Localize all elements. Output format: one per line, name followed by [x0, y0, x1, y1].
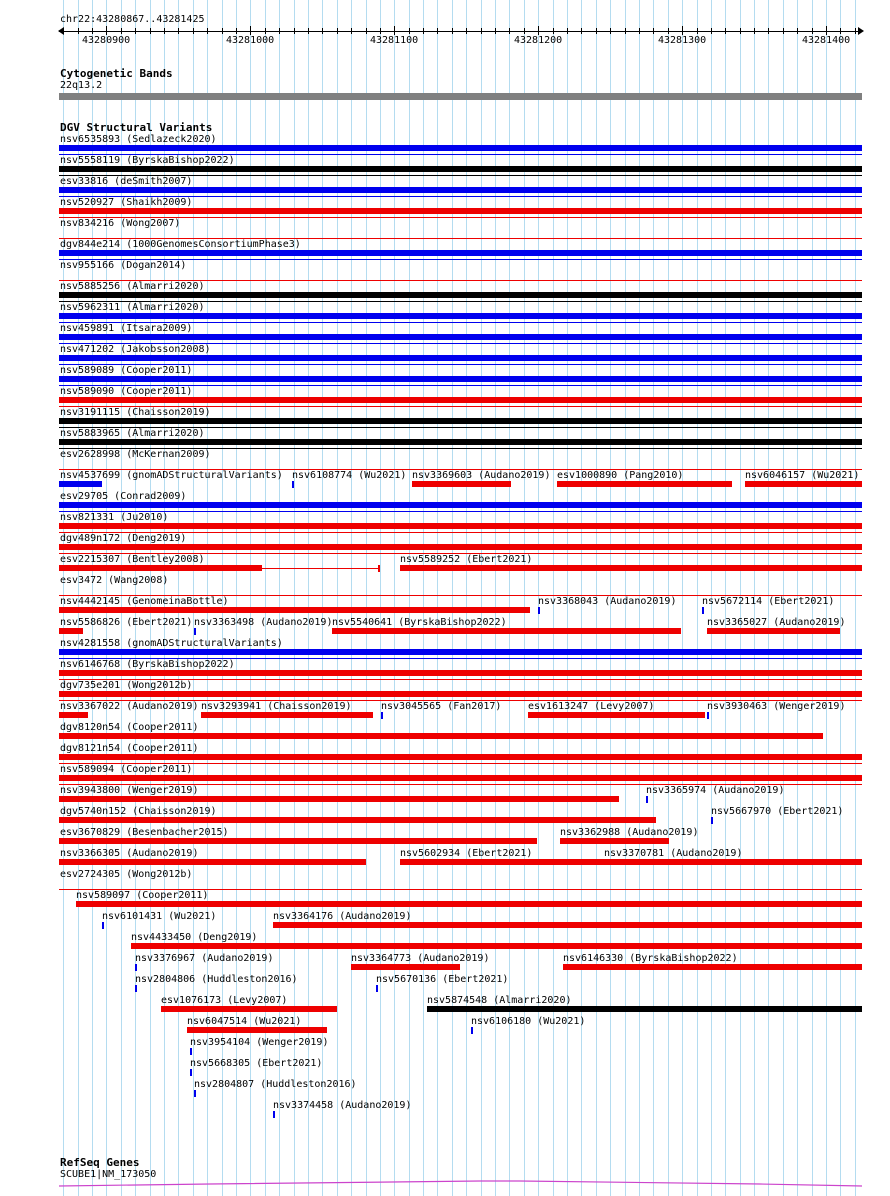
row-separator — [59, 511, 862, 512]
ruler-axis — [59, 31, 862, 32]
cytoband-track-title[interactable]: Cytogenetic Bands — [60, 67, 173, 80]
ruler-major-tick — [826, 26, 827, 35]
variant-label[interactable]: nsv5668305 (Ebert2021) — [190, 1058, 323, 1069]
variant-bar[interactable] — [59, 754, 862, 760]
variant-label[interactable]: nsv3943800 (Wenger2019) — [60, 785, 199, 796]
variant-bar[interactable] — [76, 901, 862, 907]
ruler-minor-tick — [754, 28, 755, 34]
variant-bar[interactable] — [59, 208, 862, 214]
variant-label[interactable]: esv1000890 (Pang2010) — [557, 470, 684, 481]
variant-bar[interactable] — [332, 628, 680, 634]
variant-bar[interactable] — [194, 1090, 196, 1097]
ruler-minor-tick — [581, 28, 582, 34]
variant-bar[interactable] — [59, 481, 102, 487]
ruler-minor-tick — [351, 28, 352, 34]
variant-bar[interactable] — [538, 607, 540, 614]
ruler-minor-tick — [265, 28, 266, 34]
ruler-minor-tick — [294, 28, 295, 34]
ruler-minor-tick — [322, 28, 323, 34]
variant-bar[interactable] — [59, 292, 862, 298]
variant-connector[interactable] — [262, 568, 380, 569]
refseq-gene-label[interactable]: SCUBE1|NM_173050 — [60, 1169, 157, 1180]
refseq-gene-model[interactable] — [0, 1178, 890, 1194]
ruler-minor-tick — [711, 28, 712, 34]
variant-label[interactable]: nsv3365974 (Audano2019) — [646, 785, 785, 796]
ruler-minor-tick — [466, 28, 467, 34]
variant-bar[interactable] — [711, 817, 713, 824]
ruler-tick-label: 43281300 — [658, 35, 707, 46]
variant-bar[interactable] — [427, 1006, 862, 1012]
variant-label[interactable]: nsv589097 (Cooper2011) — [76, 890, 209, 901]
variant-label[interactable]: nsv834216 (Wong2007) — [60, 218, 181, 229]
ruler-minor-tick — [509, 28, 510, 34]
variant-bar[interactable] — [187, 1027, 327, 1033]
ruler-minor-tick — [668, 28, 669, 34]
ruler-tick-label: 43281000 — [226, 35, 275, 46]
variant-label[interactable]: nsv589089 (Cooper2011) — [60, 365, 193, 376]
variant-bar[interactable] — [702, 607, 704, 614]
variant-bar[interactable] — [59, 796, 619, 802]
variant-bar[interactable] — [59, 334, 862, 340]
variant-bar[interactable] — [400, 565, 862, 571]
variant-label[interactable]: nsv459891 (Itsara2009) — [60, 323, 193, 334]
variant-label[interactable]: nsv5883965 (Almarri2020) — [60, 428, 205, 439]
ruler-arrow-right-icon — [858, 27, 864, 35]
ruler-tick-label: 43281400 — [802, 35, 851, 46]
variant-label[interactable]: nsv5672114 (Ebert2021) — [702, 596, 835, 607]
variant-label[interactable]: nsv3374458 (Audano2019) — [273, 1100, 412, 1111]
variant-bar[interactable] — [135, 985, 137, 992]
variant-label[interactable]: nsv3376967 (Audano2019) — [135, 953, 274, 964]
ruler-minor-tick — [697, 28, 698, 34]
ruler-minor-tick — [840, 28, 841, 34]
ruler-minor-tick — [423, 28, 424, 34]
variant-label[interactable]: nsv5667970 (Ebert2021) — [711, 806, 844, 817]
ruler-minor-tick — [63, 28, 64, 34]
variant-label[interactable]: nsv520927 (Shaikh2009) — [60, 197, 193, 208]
variant-bar[interactable] — [400, 859, 604, 865]
ruler-major-tick — [394, 26, 395, 35]
variant-bar[interactable] — [604, 859, 862, 865]
variant-label[interactable]: esv2215307 (Bentley2008) — [60, 554, 205, 565]
variant-label[interactable]: nsv6535893 (Sedlazeck2020) — [60, 134, 217, 145]
variant-label[interactable]: nsv3368043 (Audano2019) — [538, 596, 677, 607]
variant-bar[interactable] — [161, 1006, 337, 1012]
variant-label[interactable]: nsv2804807 (Huddleston2016) — [194, 1079, 357, 1090]
variant-label[interactable]: dgv8121n54 (Cooper2011) — [60, 743, 199, 754]
variant-bar[interactable] — [59, 187, 862, 193]
ruler-major-tick — [682, 26, 683, 35]
ruler-minor-tick — [279, 28, 280, 34]
variant-label[interactable]: nsv589094 (Cooper2011) — [60, 764, 193, 775]
variant-bar[interactable] — [557, 481, 733, 487]
ruler-minor-tick — [222, 28, 223, 34]
ruler-minor-tick — [653, 28, 654, 34]
ruler-minor-tick — [78, 28, 79, 34]
variant-label[interactable]: nsv5586826 (Ebert2021) — [60, 617, 193, 628]
ruler-major-tick — [250, 26, 251, 35]
variant-bar[interactable] — [745, 481, 862, 487]
ruler-minor-tick — [308, 28, 309, 34]
ruler-minor-tick — [135, 28, 136, 34]
variant-label[interactable]: nsv5602934 (Ebert2021) — [400, 848, 533, 859]
ruler-minor-tick — [625, 28, 626, 34]
variant-bar[interactable] — [194, 628, 196, 635]
variant-label[interactable]: nsv6146330 (ByrskaBishop2022) — [563, 953, 738, 964]
variant-label[interactable]: nsv3369603 (Audano2019) — [412, 470, 551, 481]
variant-bar[interactable] — [59, 712, 88, 718]
variant-bar[interactable] — [59, 859, 366, 865]
variant-bar[interactable] — [201, 712, 372, 718]
variant-label[interactable]: nsv5589252 (Ebert2021) — [400, 554, 533, 565]
variant-bar[interactable] — [646, 796, 648, 803]
variant-label[interactable]: esv3670829 (Besenbacher2015) — [60, 827, 229, 838]
ruler-minor-tick — [193, 28, 194, 34]
ruler-minor-tick — [783, 28, 784, 34]
ruler-minor-tick — [150, 28, 151, 34]
ruler-tick-label: 43280900 — [82, 35, 131, 46]
variant-bar[interactable] — [59, 649, 862, 655]
variant-bar[interactable] — [59, 817, 656, 823]
variant-bar[interactable] — [471, 1027, 473, 1034]
ruler-minor-tick — [524, 28, 525, 34]
ruler-minor-tick — [207, 28, 208, 34]
variant-bar[interactable] — [412, 481, 511, 487]
dgv-track-title[interactable]: DGV Structural Variants — [60, 121, 213, 134]
variant-label[interactable]: nsv3293941 (Chaisson2019) — [201, 701, 352, 712]
variant-label[interactable]: nsv6101431 (Wu2021) — [102, 911, 217, 922]
ruler-tick-label: 43281100 — [370, 35, 419, 46]
variant-label[interactable]: nsv3362988 (Audano2019) — [560, 827, 699, 838]
variant-bar[interactable] — [59, 670, 862, 676]
variant-label[interactable]: nsv471202 (Jakobsson2008) — [60, 344, 211, 355]
variant-bar[interactable] — [190, 1048, 192, 1055]
ruler-minor-tick — [797, 28, 798, 34]
ruler-minor-tick — [567, 28, 568, 34]
variant-bar[interactable] — [59, 523, 862, 529]
variant-label[interactable]: nsv3930463 (Wenger2019) — [707, 701, 846, 712]
variant-label[interactable]: nsv3954104 (Wenger2019) — [190, 1037, 329, 1048]
ruler-minor-tick — [178, 28, 179, 34]
variant-bar[interactable] — [59, 733, 823, 739]
variant-label[interactable]: nsv955166 (Dogan2014) — [60, 260, 187, 271]
ruler-minor-tick — [740, 28, 741, 34]
variant-label[interactable]: dgv8120n54 (Cooper2011) — [60, 722, 199, 733]
variant-label[interactable]: esv3472 (Wang2008) — [60, 575, 169, 586]
variant-bar[interactable] — [59, 418, 862, 424]
variant-bar[interactable] — [131, 943, 862, 949]
cytoband-bar[interactable] — [59, 93, 862, 100]
ruler-minor-tick — [164, 28, 165, 34]
variant-bar[interactable] — [102, 922, 104, 929]
variant-label[interactable]: dgv844e214 (1000GenomesConsortiumPhase3) — [60, 239, 301, 250]
refseq-track-title[interactable]: RefSeq Genes — [60, 1156, 140, 1169]
variant-label[interactable]: nsv2804806 (Huddleston2016) — [135, 974, 298, 985]
variant-bar[interactable] — [59, 691, 862, 697]
variant-label[interactable]: nsv3370781 (Audano2019) — [604, 848, 743, 859]
ruler-minor-tick — [366, 28, 367, 34]
ruler-minor-tick — [639, 28, 640, 34]
variant-bar[interactable] — [563, 964, 862, 970]
variant-label[interactable]: nsv3364176 (Audano2019) — [273, 911, 412, 922]
variant-label[interactable]: nsv3365027 (Audano2019) — [707, 617, 846, 628]
ruler-major-tick — [538, 26, 539, 35]
variant-bar[interactable] — [59, 628, 83, 634]
variant-label[interactable]: nsv3363498 (Audano2019) — [194, 617, 333, 628]
ruler-major-tick — [106, 26, 107, 35]
ruler-minor-tick — [337, 28, 338, 34]
ruler-tick-label: 43281200 — [514, 35, 563, 46]
variant-label[interactable]: nsv4537699 (gnomADStructuralVariants) — [60, 470, 283, 481]
variant-label[interactable]: nsv5874548 (Almarri2020) — [427, 995, 572, 1006]
variant-label[interactable]: nsv3366305 (Audano2019) — [60, 848, 199, 859]
variant-bar[interactable] — [59, 565, 262, 571]
ruler-minor-tick — [610, 28, 611, 34]
variant-label[interactable]: nsv5540641 (ByrskaBishop2022) — [332, 617, 507, 628]
variant-label[interactable]: nsv6108774 (Wu2021) — [292, 470, 407, 481]
variant-bar[interactable] — [59, 607, 530, 613]
ruler-minor-tick — [725, 28, 726, 34]
variant-bar[interactable] — [707, 628, 841, 634]
variant-label[interactable]: nsv589090 (Cooper2011) — [60, 386, 193, 397]
variant-bar[interactable] — [59, 397, 862, 403]
variant-label[interactable]: nsv4442145 (GenomeinaBottle) — [60, 596, 229, 607]
variant-bar[interactable] — [381, 712, 383, 719]
variant-bar[interactable] — [59, 313, 862, 319]
variant-bar[interactable] — [135, 964, 137, 971]
ruler-minor-tick — [437, 28, 438, 34]
variant-label[interactable]: nsv3364773 (Audano2019) — [351, 953, 490, 964]
ruler-minor-tick — [380, 28, 381, 34]
variant-label[interactable]: nsv3191115 (Chaisson2019) — [60, 407, 211, 418]
ruler-minor-tick — [121, 28, 122, 34]
variant-bar[interactable] — [273, 922, 862, 928]
variant-label[interactable]: nsv5558119 (ByrskaBishop2022) — [60, 155, 235, 166]
variant-label[interactable]: dgv5740n152 (Chaisson2019) — [60, 806, 217, 817]
variant-bar[interactable] — [351, 964, 460, 970]
variant-bar[interactable] — [273, 1111, 275, 1118]
variant-bar[interactable] — [59, 439, 862, 445]
variant-label[interactable]: nsv5885256 (Almarri2020) — [60, 281, 205, 292]
variant-label[interactable]: nsv821331 (Ju2010) — [60, 512, 169, 523]
variant-label[interactable]: nsv3045565 (Fan2017) — [381, 701, 502, 712]
ruler-minor-tick — [495, 28, 496, 34]
variant-bar[interactable] — [59, 376, 862, 382]
variant-label[interactable]: nsv6047514 (Wu2021) — [187, 1016, 302, 1027]
ruler-minor-tick — [768, 28, 769, 34]
ruler-minor-tick — [855, 28, 856, 34]
variant-label[interactable]: dgv735e201 (Wong2012b) — [60, 680, 193, 691]
cytoband-label: 22q13.2 — [60, 80, 103, 91]
refseq-intron-line — [59, 1181, 862, 1186]
variant-label[interactable]: nsv6046157 (Wu2021) — [745, 470, 860, 481]
variant-label[interactable]: esv33816 (deSmith2007) — [60, 176, 193, 187]
variant-bar[interactable] — [59, 838, 537, 844]
ruler-minor-tick — [596, 28, 597, 34]
variant-bar[interactable] — [59, 544, 862, 550]
variant-bar[interactable] — [59, 250, 862, 256]
ruler-minor-tick — [553, 28, 554, 34]
variant-label[interactable]: esv1613247 (Levy2007) — [528, 701, 655, 712]
variant-bar[interactable] — [59, 145, 862, 151]
variant-bar[interactable] — [376, 985, 378, 992]
coordinate-ruler[interactable] — [0, 24, 890, 48]
variant-bar[interactable] — [190, 1069, 192, 1076]
ruler-minor-tick — [236, 28, 237, 34]
variant-label[interactable]: nsv4433450 (Deng2019) — [131, 932, 258, 943]
variant-label[interactable]: dgv489n172 (Deng2019) — [60, 533, 187, 544]
ruler-minor-tick — [92, 28, 93, 34]
variant-bar[interactable] — [59, 775, 862, 781]
variant-bar[interactable] — [59, 166, 862, 172]
variant-label[interactable]: nsv3367022 (Audano2019) — [60, 701, 199, 712]
ruler-minor-tick — [452, 28, 453, 34]
variant-bar[interactable] — [528, 712, 705, 718]
variant-label[interactable]: esv29705 (Conrad2009) — [60, 491, 187, 502]
region-label: chr22:43280867..43281425 — [60, 14, 205, 25]
variant-label[interactable]: nsv6146768 (ByrskaBishop2022) — [60, 659, 235, 670]
variant-bar[interactable] — [292, 481, 294, 488]
variant-bar[interactable] — [378, 565, 380, 572]
variant-bar[interactable] — [560, 838, 669, 844]
ruler-minor-tick — [481, 28, 482, 34]
ruler-minor-tick — [409, 28, 410, 34]
variant-label[interactable]: nsv4281558 (gnomADStructuralVariants) — [60, 638, 283, 649]
variant-label[interactable]: nsv5670136 (Ebert2021) — [376, 974, 509, 985]
variant-label[interactable]: esv2724305 (Wong2012b) — [60, 869, 193, 880]
variant-label[interactable]: nsv6106180 (Wu2021) — [471, 1016, 586, 1027]
variant-bar[interactable] — [59, 502, 862, 508]
ruler-minor-tick — [812, 28, 813, 34]
variant-bar[interactable] — [59, 355, 862, 361]
variant-bar[interactable] — [707, 712, 709, 719]
variant-label[interactable]: nsv5962311 (Almarri2020) — [60, 302, 205, 313]
variant-label[interactable]: esv1076173 (Levy2007) — [161, 995, 288, 1006]
variant-label[interactable]: esv2628998 (McKernan2009) — [60, 449, 211, 460]
